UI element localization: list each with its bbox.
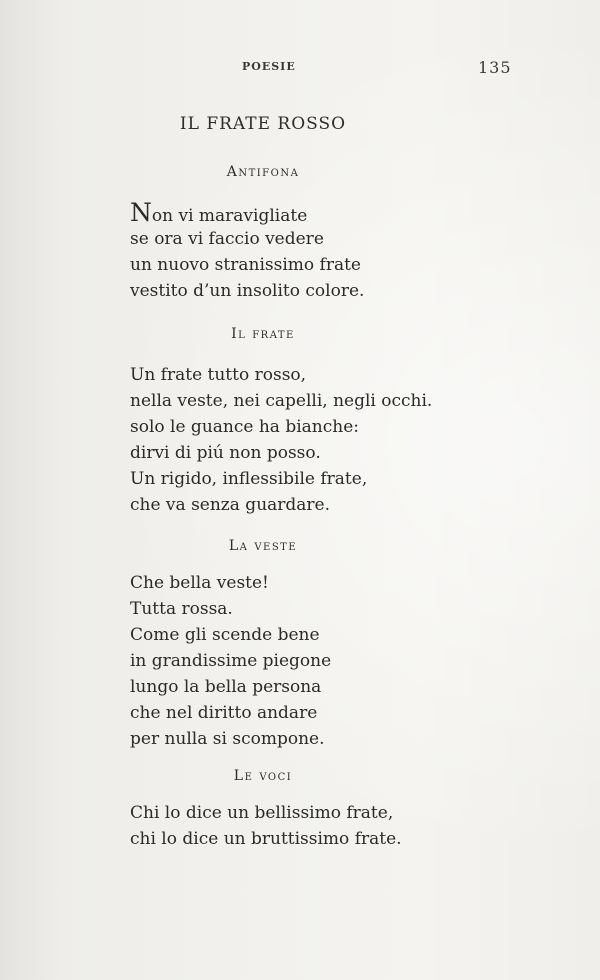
verse-line: per nulla si scompone. [130, 729, 325, 749]
stanza-il-frate [130, 362, 432, 518]
stanza-antifona [130, 200, 364, 304]
poem-title: IL FRATE ROSSO [179, 114, 347, 134]
stanza-la-veste [130, 570, 331, 752]
page-number: 135 [478, 58, 512, 77]
verse-line: Tutta rossa. [130, 599, 233, 619]
stanza-le-voci [130, 800, 402, 852]
drop-cap: N [130, 198, 152, 227]
verse-line: Un rigido, inflessibile frate, [130, 469, 368, 489]
section-heading-la-veste: La veste [228, 538, 298, 554]
verse-line: Come gli scende bene [130, 625, 320, 645]
verse-line: chi lo dice un bruttissimo frate. [130, 829, 402, 849]
running-head: POESIE [242, 60, 296, 73]
verse-line-rest: on vi maravigliate [151, 206, 308, 226]
verse-line: nella veste, nei capelli, negli occhi. [130, 391, 433, 411]
verse-line: dirvi di piú non posso. [130, 443, 321, 463]
section-heading-il-frate: Il frate [231, 326, 295, 342]
section-heading-antifona: Antifona [226, 164, 300, 180]
verse-line: Che bella veste! [130, 573, 269, 593]
verse-line: Un frate tutto rosso, [130, 365, 307, 385]
verse-line: che nel diritto andare [130, 703, 318, 723]
section-heading-le-voci: Le voci [233, 768, 293, 784]
verse-line: un nuovo stranissimo frate [130, 255, 361, 275]
verse-line: vestito d’un insolito colore. [130, 281, 365, 301]
verse-line: in grandissime piegone [130, 651, 332, 671]
verse-line: Chi lo dice un bellissimo frate, [130, 803, 394, 823]
verse-line: solo le guance ha bianche: [130, 417, 359, 437]
verse-line [130, 200, 364, 226]
verse-line: che va senza guardare. [130, 495, 331, 515]
verse-line: lungo la bella persona [130, 677, 322, 697]
verse-line: se ora vi faccio vedere [130, 229, 324, 249]
